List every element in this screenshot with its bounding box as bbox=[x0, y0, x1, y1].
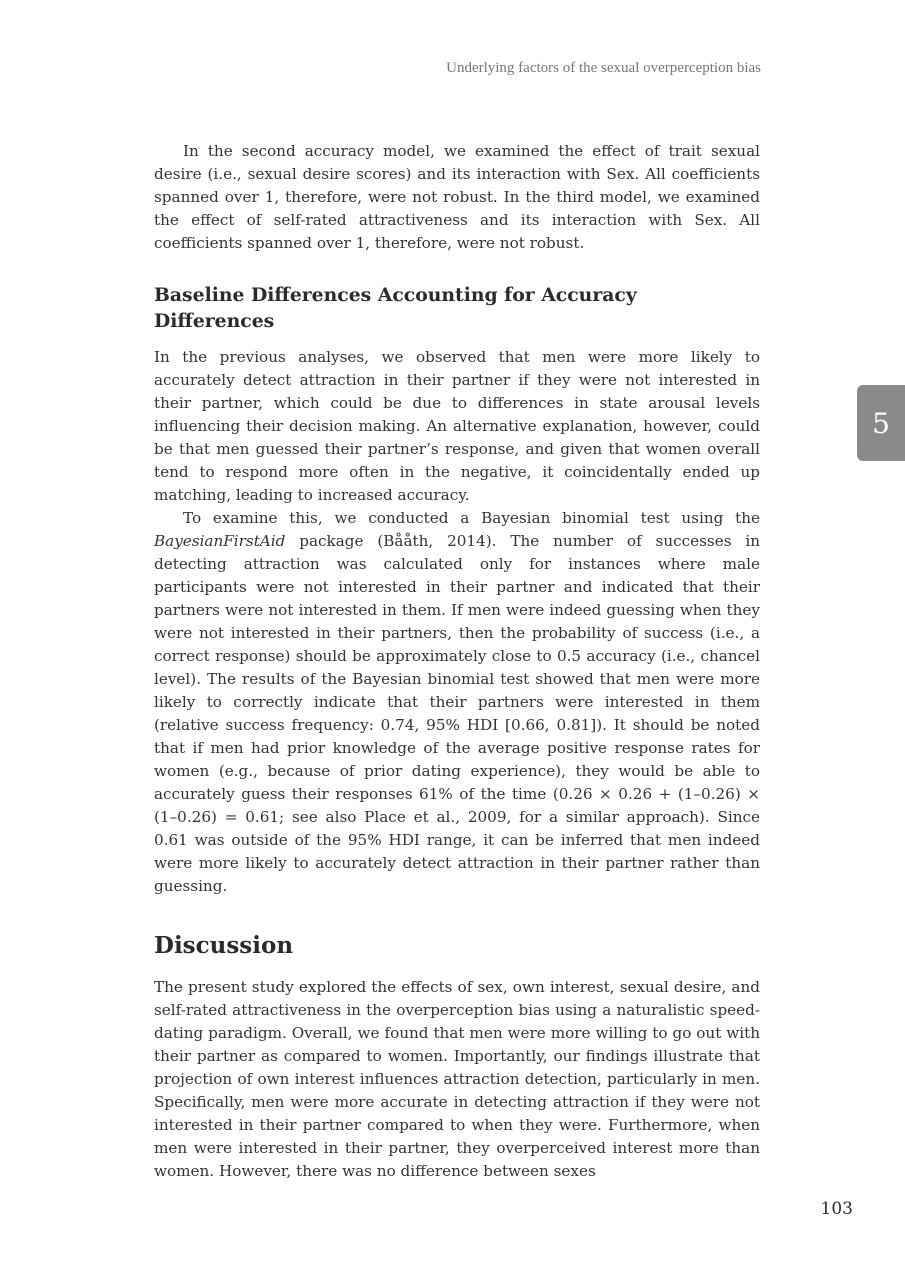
section-heading-discussion: Discussion bbox=[154, 932, 294, 959]
paragraph-baseline-differences: In the previous analyses, we observed that men were more likely to accurately detect attraction in their partner if they were not interested in their partner, which could be due to differences in state arousal levels influencing their decision making. An alternative explanation, however, could be that men guessed their partner’s response, and given that women overall tend to respond more often in the negative, it coincidentally ended up matching, leading to increased accuracy. bbox=[154, 348, 760, 504]
bayesian-test-text-rest: package (Bååth, 2014). The number of successes in detecting attraction was calculated only for instances where male participants were not interested in their partner and indicated that their partners were not interested in them. If men were indeed guessing when they were not interested in their partners, then the probability of success (i.e., a correct response) should be approximately close to 0.5 accuracy (i.e., chancel level). The results of the Bayesian binomial test showed that men were more likely to correctly indicate that their partners were interested in them (relative success frequency: 0.74, 95% HDI [0.66, 0.81]). It should be noted that if men had prior knowledge of the average positive response rates for women (e.g., because of prior dating experience), they would be able to accurately guess their responses 61% of the time (0.26 × 0.26 + (1–0.26) × (1–0.26) = 0.61; see also Place et al., 2009, for a similar approach). Since 0.61 was outside of the 95% HDI range, it can be inferred that men indeed were more likely to accurately detect attraction in their partner rather than guessing. bbox=[154, 532, 760, 895]
paragraph-accuracy-model: In the second accuracy model, we examined the effect of trait sexual desire (i.e., sexual desire scores) and its interaction with Sex. All coefficients spanned over 1, therefore, were not robust. In the third model, we examined the effect of self-rated attractiveness and its interaction with Sex. All coefficients spanned over 1, therefore, were not robust. bbox=[154, 142, 760, 252]
page-body bbox=[154, 140, 760, 1183]
package-name: BayesianFirstAid bbox=[154, 532, 286, 550]
running-header: Underlying factors of the sexual overperception bias bbox=[446, 60, 761, 76]
paragraph-bayesian-test bbox=[154, 507, 760, 898]
chapter-tab[interactable]: 5 bbox=[857, 385, 905, 461]
bayesian-test-text-start: To examine this, we conducted a Bayesian binomial test using the bbox=[183, 509, 760, 527]
subsection-heading: Baseline Differences Accounting for Accuracy Differences bbox=[154, 284, 637, 332]
page-number: 103 bbox=[820, 1199, 853, 1219]
paragraph-discussion: The present study explored the effects of sex, own interest, sexual desire, and self-rated attractiveness in the overperception bias using a naturalistic speed-dating paradigm. Overall, we found that men were more willing to go out with their partner as compared to women. Importantly, our findings illustrate that projection of own interest influences attraction detection, particularly in men. Specifically, men were more accurate in detecting attraction if they were not interested in their partner compared to when they were. Furthermore, when men were interested in their partner, they overperceived interest more than women. However, there was no difference between sexes bbox=[154, 978, 760, 1180]
